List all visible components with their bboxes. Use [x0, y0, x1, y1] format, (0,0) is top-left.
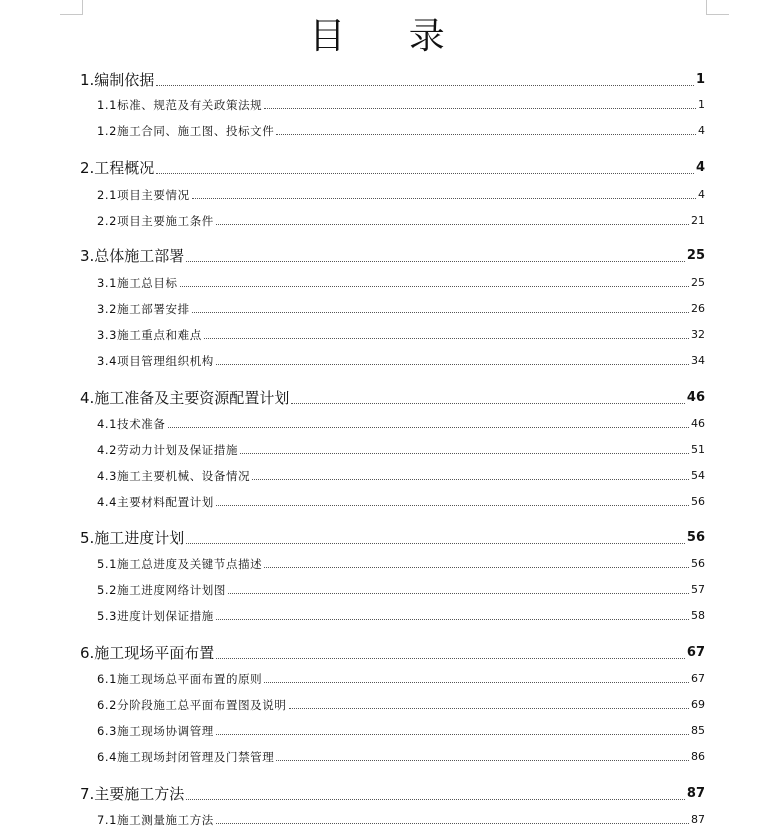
toc-section-entry[interactable] — [97, 468, 705, 484]
toc-dot-leader — [186, 799, 685, 800]
toc-dot-leader — [289, 708, 690, 709]
toc-page-number: 56 — [686, 530, 705, 545]
toc-page-number: 54 — [691, 469, 705, 482]
toc-dot-leader — [186, 261, 685, 262]
toc-entry-label: 4.施工准备及主要资源配置计划 — [80, 389, 290, 407]
toc-page-number: 4 — [698, 188, 705, 201]
toc-page-number: 56 — [691, 495, 705, 508]
toc-page-number: 4 — [695, 160, 705, 175]
toc-page-number: 87 — [686, 786, 705, 801]
toc-section-entry[interactable] — [97, 187, 705, 203]
toc-entry-label: 6.3施工现场协调管理 — [97, 724, 214, 738]
toc-section-entry[interactable] — [97, 671, 705, 687]
toc-section-entry[interactable] — [97, 723, 705, 739]
toc-entry-label: 2.工程概况 — [80, 159, 155, 177]
toc-entry-label: 2.2项目主要施工条件 — [97, 214, 214, 228]
toc-entry-label: 4.4主要材料配置计划 — [97, 495, 214, 509]
toc-entry-label: 6.2分阶段施工总平面布置图及说明 — [97, 698, 287, 712]
toc-title: 目 录 — [309, 16, 471, 57]
toc-entry-label: 1.2施工合同、施工图、投标文件 — [97, 124, 275, 138]
toc-dot-leader — [240, 453, 689, 454]
toc-section-entry[interactable] — [97, 608, 705, 624]
toc-page-number: 58 — [691, 609, 705, 622]
toc-dot-leader — [216, 734, 689, 735]
toc-section-entry[interactable] — [97, 353, 705, 369]
toc-page-number: 51 — [691, 443, 705, 456]
toc-section-entry[interactable] — [97, 301, 705, 317]
toc-entry-label: 3.4项目管理组织机构 — [97, 354, 214, 368]
toc-entry-label: 7.1施工测量施工方法 — [97, 813, 214, 827]
toc-dot-leader — [216, 658, 685, 659]
toc-section-entry[interactable] — [97, 494, 705, 510]
toc-page-number: 85 — [691, 724, 705, 737]
toc-entry-label: 5.施工进度计划 — [80, 529, 185, 547]
toc-page-number: 87 — [691, 813, 705, 826]
toc-dot-leader — [264, 108, 696, 109]
toc-page-number: 25 — [686, 248, 705, 263]
toc-entry-label: 2.1项目主要情况 — [97, 188, 190, 202]
toc-entry-label: 3.2施工部署安排 — [97, 302, 190, 316]
toc-dot-leader — [252, 479, 689, 480]
toc-section-entry[interactable] — [97, 123, 705, 139]
toc-section-entry[interactable] — [97, 416, 705, 432]
toc-entry-label: 5.3进度计划保证措施 — [97, 609, 214, 623]
toc-chapter-entry[interactable] — [80, 246, 705, 266]
toc-section-entry[interactable] — [97, 213, 705, 229]
toc-page-number: 21 — [691, 214, 705, 227]
toc-section-entry[interactable] — [97, 697, 705, 713]
toc-dot-leader — [264, 682, 689, 683]
toc-chapter-entry[interactable] — [80, 388, 705, 408]
toc-dot-leader — [192, 198, 696, 199]
toc-dot-leader — [186, 543, 685, 544]
toc-page-number: 1 — [695, 72, 705, 87]
toc-page-number: 26 — [691, 302, 705, 315]
toc-page-number: 56 — [691, 557, 705, 570]
toc-entry-label: 6.施工现场平面布置 — [80, 644, 215, 662]
toc-entry-label: 1.1标准、规范及有关政策法规 — [97, 98, 263, 112]
toc-page-number: 57 — [691, 583, 705, 596]
toc-chapter-entry[interactable] — [80, 158, 705, 178]
toc-entry-label: 4.3施工主要机械、设备情况 — [97, 469, 251, 483]
toc-page-number: 46 — [691, 417, 705, 430]
toc-chapter-entry[interactable] — [80, 784, 705, 804]
toc-dot-leader — [156, 173, 694, 174]
toc-dot-leader — [204, 338, 689, 339]
toc-page-number: 1 — [698, 98, 705, 111]
toc-chapter-entry[interactable] — [80, 643, 705, 663]
toc-dot-leader — [291, 403, 685, 404]
toc-entry-label: 5.1施工总进度及关键节点描述 — [97, 557, 263, 571]
toc-page-number: 46 — [686, 390, 705, 405]
toc-section-entry[interactable] — [97, 442, 705, 458]
toc-section-entry[interactable] — [97, 582, 705, 598]
toc-section-entry[interactable] — [97, 327, 705, 343]
toc-dot-leader — [156, 85, 694, 86]
toc-dot-leader — [192, 312, 689, 313]
toc-entry-label: 6.1施工现场总平面布置的原则 — [97, 672, 263, 686]
toc-dot-leader — [264, 567, 689, 568]
toc-entry-label: 4.1技术准备 — [97, 417, 166, 431]
toc-section-entry[interactable] — [97, 556, 705, 572]
toc-dot-leader — [216, 619, 689, 620]
toc-entry-label: 3.1施工总目标 — [97, 276, 178, 290]
toc-section-entry[interactable] — [97, 97, 705, 113]
toc-dot-leader — [276, 760, 689, 761]
toc-dot-leader — [216, 364, 689, 365]
toc-section-entry[interactable] — [97, 275, 705, 291]
toc-entry-label: 3.3施工重点和难点 — [97, 328, 202, 342]
toc-dot-leader — [180, 286, 689, 287]
toc-page-number: 25 — [691, 276, 705, 289]
toc-section-entry[interactable] — [97, 749, 705, 765]
toc-page-number: 69 — [691, 698, 705, 711]
toc-dot-leader — [168, 427, 690, 428]
toc-page-number: 67 — [691, 672, 705, 685]
toc-page-number: 86 — [691, 750, 705, 763]
toc-section-entry[interactable] — [97, 812, 705, 828]
toc-page-number: 34 — [691, 354, 705, 367]
toc-entry-label: 6.4施工现场封闭管理及门禁管理 — [97, 750, 275, 764]
toc-dot-leader — [276, 134, 696, 135]
toc-entry-label: 3.总体施工部署 — [80, 247, 185, 265]
toc-entry-label: 5.2施工进度网络计划图 — [97, 583, 226, 597]
toc-page-number: 4 — [698, 124, 705, 137]
toc-dot-leader — [216, 823, 689, 824]
toc-dot-leader — [216, 505, 689, 506]
toc-dot-leader — [216, 224, 689, 225]
toc-dot-leader — [228, 593, 689, 594]
toc-entry-label: 4.2劳动力计划及保证措施 — [97, 443, 239, 457]
toc-page-number: 67 — [686, 645, 705, 660]
toc-chapter-entry[interactable] — [80, 528, 705, 548]
toc-entry-label: 7.主要施工方法 — [80, 785, 185, 803]
toc-entry-label: 1.编制依据 — [80, 71, 155, 89]
toc-chapter-entry[interactable] — [80, 70, 705, 90]
toc-page-number: 32 — [691, 328, 705, 341]
